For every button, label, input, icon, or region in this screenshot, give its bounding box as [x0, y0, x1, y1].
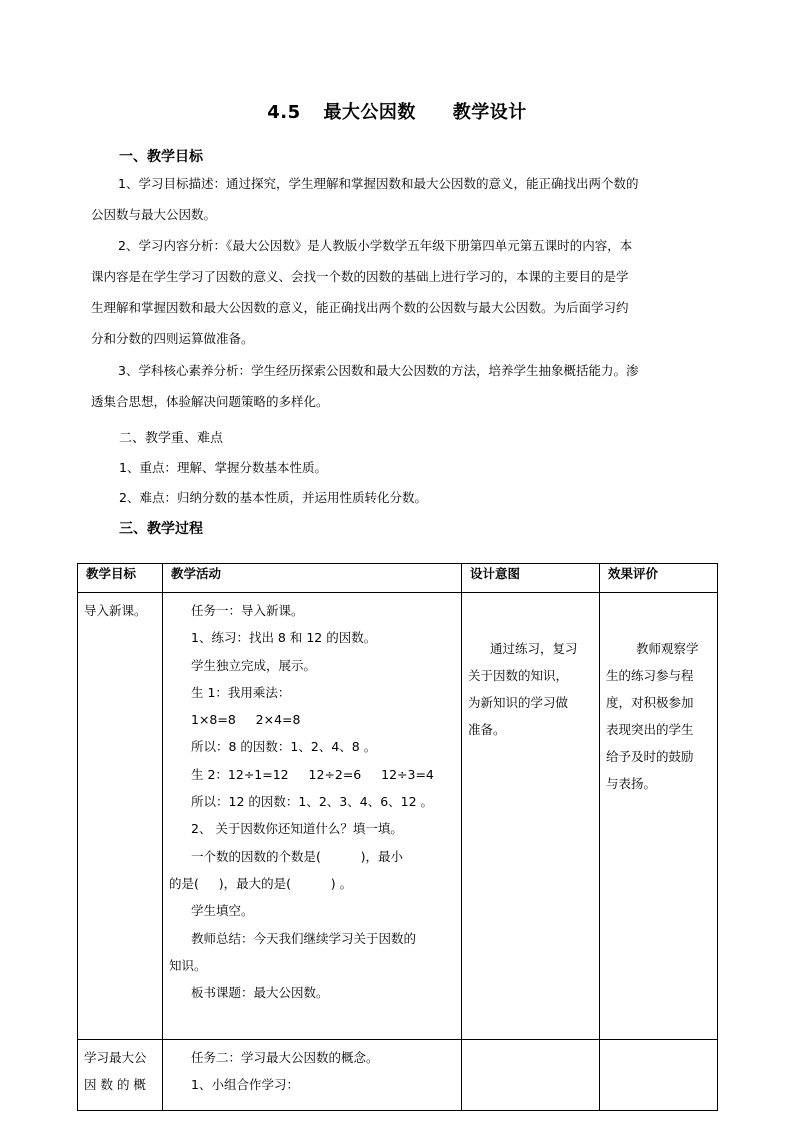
teaching-process-table: [77, 563, 718, 1111]
header-evaluation: 效果评价: [600, 564, 718, 593]
table-header-row: [78, 564, 718, 593]
header-activity: 教学活动: [163, 564, 462, 593]
difficult-point: 2、难点：归纳分数的基本性质，并运用性质转化分数。: [119, 490, 427, 505]
row2-activities: 任务二：学习最大公因数的概念。 1、小组合作学习：: [163, 1040, 462, 1111]
title-number: 4.5: [267, 102, 301, 123]
header-intent: 设计意图: [462, 564, 600, 593]
header-goal: 教学目标: [78, 564, 163, 593]
table-row: [78, 1040, 718, 1111]
title-suffix: 教学设计: [452, 102, 527, 123]
section-heading-objectives: 一、教学目标: [119, 149, 203, 165]
table-row: [78, 593, 718, 1040]
key-point: 1、重点：理解、掌握分数基本性质。: [119, 460, 327, 475]
objective-paragraph-2: 2、学习内容分析：《最大公因数》是人教版小学数学五年级下册第四单元第五课时的内容，本 课内容是在学生学习了因数的意义、会找一个数的因数的基础上进行学习的，本课的主要目的是学 生理解和掌握因数和最大公因数的意义，能正确找出两个数的公因数与最大公因数。为后面学习约 分和分数的四则运算做准备。: [91, 238, 633, 346]
row1-activities: 任务一：导入新课。 1、练习：找出 8 和 12 的因数。 学生独立完成，展示。 生 1：我用乘法： 1×8=8 2×4=8 所以：8 的因数：1、2、4、8 。 生 2：12÷1=12 12÷2=6 12÷3=4 所以：12 的因数：1、2、3、4、6、12 。 2、 关于因数你还知道什么？填一填。 一个数的因数的个数是( )，最小 的是( )，最大的是( ) 。 学生填空。 教师总结：今天我们继续学习关于因数的 知识。 板书课题：最大公因数。: [163, 593, 462, 1040]
row1-goal: 导入新课。: [78, 593, 163, 1040]
row2-evaluation: [600, 1040, 718, 1111]
objective-paragraph-1: 1、学习目标描述：通过探究，学生理解和掌握因数和最大公因数的意义，能正确找出两个数的 公因数与最大公因数。: [91, 176, 639, 222]
document-title: [0, 98, 794, 124]
row1-evaluation: 教师观察学 生的练习参与程 度，对积极参加 表现突出的学生 给予及时的鼓励 与表扬。: [600, 593, 718, 1040]
section-heading-process: 三、教学过程: [119, 521, 203, 537]
objective-paragraph-3: 3、学科核心素养分析：学生经历探索公因数和最大公因数的方法，培养学生抽象概括能力。渗 透集合思想，体验解决问题策略的多样化。: [91, 363, 639, 409]
title-topic: 最大公因数: [323, 102, 416, 123]
row2-goal: 学习最大公 因 数 的 概: [78, 1040, 163, 1111]
section-heading-key-points: 二、教学重、难点: [119, 431, 224, 446]
row1-intent: 通过练习，复习 关于因数的知识， 为新知识的学习做 准备。: [462, 593, 600, 1040]
row2-intent: [462, 1040, 600, 1111]
